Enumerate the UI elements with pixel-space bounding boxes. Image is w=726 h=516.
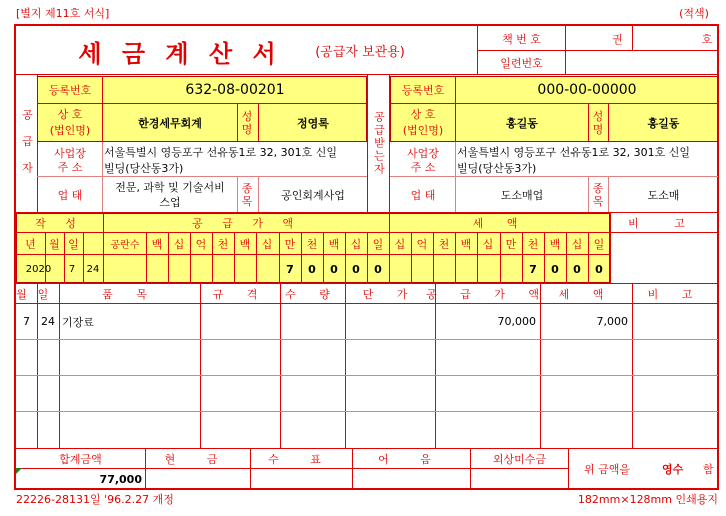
supplier-rep: 정영록 — [297, 117, 329, 130]
item-cell-tax: 7,000 — [596, 315, 628, 328]
item-cell-note — [632, 304, 718, 339]
tax-col-label: 십 — [482, 237, 494, 251]
supply-digit — [212, 255, 234, 283]
date-day: 24 — [86, 263, 100, 275]
supplier-biz-line1: 전문, 과학 및 기술서비 — [115, 180, 225, 194]
tax-col-label: 십 — [394, 237, 406, 251]
tax-digit — [500, 255, 522, 283]
item-cell-qty — [280, 304, 345, 339]
tax-digit — [455, 255, 477, 283]
book-no-label: 책 번 호 — [502, 32, 541, 46]
date-year: 2020 — [25, 263, 52, 275]
receiver-name-label-sub: (법인명) — [402, 124, 444, 137]
tax-digit: 0 — [573, 262, 581, 276]
footer-left: 22226-28131일 '96.2.27 개정 — [16, 493, 174, 506]
receiver-reg-label: 등록번호 — [401, 84, 445, 97]
tax-col-label: 백 — [460, 237, 472, 251]
tax-col-label: 백 — [549, 237, 561, 251]
tax-digit — [477, 255, 499, 283]
item-cell-spec — [200, 304, 280, 339]
credit-label: 외상미수금 — [492, 452, 547, 466]
receiver-biz-label: 업 태 — [410, 188, 436, 202]
items-col-header: 공 급 가 액 — [426, 288, 549, 301]
tax-col-label: 십 — [571, 237, 583, 251]
supplier-biz-line2: 스업 — [159, 195, 181, 209]
tax-col-label: 억 — [416, 237, 428, 251]
supplier-addr-label: 사업장 — [54, 146, 86, 160]
supplier-side-label: 공 급 자 — [20, 108, 34, 179]
tax-col-label: 만 — [505, 237, 517, 251]
supplier-addr-label-sub: 주 소 — [57, 160, 83, 174]
items-col-header: 세 액 — [558, 288, 614, 301]
date-col-label: 월 — [49, 237, 60, 251]
receiver-rep: 홍길동 — [647, 117, 680, 130]
supply-digit: 0 — [352, 262, 360, 276]
supply-col-label: 천 — [306, 237, 318, 251]
items-col-header: 규 격 — [212, 288, 268, 301]
supply-digit: 0 — [308, 262, 316, 276]
supplier-rep-label: 성명 — [241, 110, 253, 136]
item-cell-price — [345, 304, 435, 339]
item-cell-month: 7 — [23, 315, 30, 328]
receiver-addr-line2: 빌딩(당산동3가) — [457, 162, 537, 175]
footer-right: 182mm×128mm 인쇄용지 — [577, 493, 718, 506]
receipt-phrase-3: 함 — [703, 463, 714, 476]
tax-digit — [433, 255, 455, 283]
supply-col-label: 백 — [151, 237, 163, 251]
supply-col-label: 십 — [261, 237, 273, 251]
items-col-header: 수 량 — [285, 288, 340, 301]
tax-col-label: 천 — [438, 237, 450, 251]
supplier-addr-line1: 서울특별시 영등포구 선유동1로 32, 301호 신일 — [104, 146, 337, 159]
supplier-reg-no: 632-08-00201 — [185, 82, 285, 98]
supplier-item-label: 종목 — [241, 181, 253, 208]
supply-col-label: 십 — [350, 237, 362, 251]
supply-col-label: 십 — [173, 237, 185, 251]
tax-digit: 7 — [529, 262, 537, 276]
date-head: 작 성 — [35, 216, 84, 230]
receipt-phrase-2: 영수 — [662, 463, 684, 476]
receiver-name-label: 상 호 — [410, 107, 436, 121]
receiver-item: 도소매 — [647, 188, 680, 202]
book-unit-2: 호 — [701, 32, 713, 46]
receiver-addr-line1: 서울특별시 영등포구 선유동1로 32, 301호 신일 — [457, 146, 690, 159]
items-col-header: 품 목 — [102, 288, 157, 301]
date-col-label: 년 — [25, 237, 36, 251]
receiver-addr-label-sub: 주 소 — [410, 160, 436, 174]
items-col-header: 단 가 — [362, 288, 418, 301]
supply-col-label: 백 — [328, 237, 340, 251]
item-cell-name: 기장료 — [62, 315, 94, 329]
supply-head: 공 급 가 액 — [192, 216, 301, 230]
blank-count-label: 공란수 — [110, 240, 140, 251]
tax-digit: 0 — [595, 262, 603, 276]
supplier-addr-line2: 빌딩(당산동3가) — [104, 162, 184, 175]
supply-digit: 0 — [330, 262, 338, 276]
total-label: 합계금액 — [59, 452, 102, 466]
supply-digit — [190, 255, 212, 283]
tax-digit — [411, 255, 433, 283]
receiver-side-label: 공급받는자 — [372, 111, 386, 176]
date-col-label: 일 — [68, 237, 79, 251]
supply-digit — [256, 255, 278, 283]
supply-col-label: 일 — [372, 237, 384, 251]
date-month: 7 — [68, 263, 76, 275]
receiver-reg-no: 000-00-00000 — [537, 82, 637, 98]
supply-col-label: 천 — [217, 237, 229, 251]
items-col-header: 일 — [37, 288, 59, 301]
receiver-biz: 도소매업 — [500, 188, 544, 202]
book-unit-1: 권 — [612, 32, 623, 46]
copy-color: (적색) — [679, 7, 709, 20]
title: 세 금 계 산 서 — [78, 39, 282, 68]
supply-digit — [146, 255, 168, 283]
items-col-header: 월 — [16, 288, 37, 301]
supply-col-label: 만 — [284, 237, 296, 251]
supplier-name: 한경세무회계 — [138, 117, 202, 130]
cell-marker-icon — [16, 468, 22, 474]
total-amount: 77,000 — [99, 472, 142, 486]
receipt-phrase-1: 위 금액을 — [584, 463, 631, 476]
supply-digit: 0 — [374, 262, 382, 276]
promissory-label: 어 음 — [378, 452, 445, 466]
title-sub: (공급자 보관용) — [315, 44, 405, 60]
supply-digit — [168, 255, 190, 283]
supply-col-label: 억 — [195, 237, 207, 251]
receiver-item-label: 종목 — [592, 181, 604, 208]
supply-digit — [234, 255, 256, 283]
supplier-item: 공인회계사업 — [281, 188, 345, 202]
cash-label: 현 금 — [164, 452, 232, 466]
item-cell-supply: 70,000 — [497, 315, 536, 328]
supplier-name-label: 상 호 — [57, 107, 83, 121]
supply-col-label: 백 — [239, 237, 251, 251]
tax-head: 세 액 — [472, 216, 528, 230]
receiver-rep-label: 성명 — [592, 110, 604, 136]
note-head: 비 고 — [628, 216, 701, 230]
supplier-name-label-sub: (법인명) — [49, 124, 91, 137]
tax-digit: 0 — [551, 262, 559, 276]
receiver-name: 홍길동 — [506, 117, 538, 130]
item-cell-day: 24 — [41, 315, 55, 328]
tax-col-label: 일 — [593, 237, 605, 251]
receiver-addr-label: 사업장 — [407, 146, 439, 160]
serial-label: 일련번호 — [500, 56, 543, 70]
supply-digit: 7 — [286, 262, 294, 276]
tax-col-label: 천 — [527, 237, 539, 251]
form-id: [별지 제11호 서식] — [16, 7, 110, 20]
tax-digit — [389, 255, 411, 283]
supplier-reg-label: 등록번호 — [48, 84, 92, 97]
supplier-biz-label: 업 태 — [57, 188, 83, 202]
items-col-header: 비 고 — [647, 288, 703, 301]
check-label: 수 표 — [268, 452, 335, 466]
